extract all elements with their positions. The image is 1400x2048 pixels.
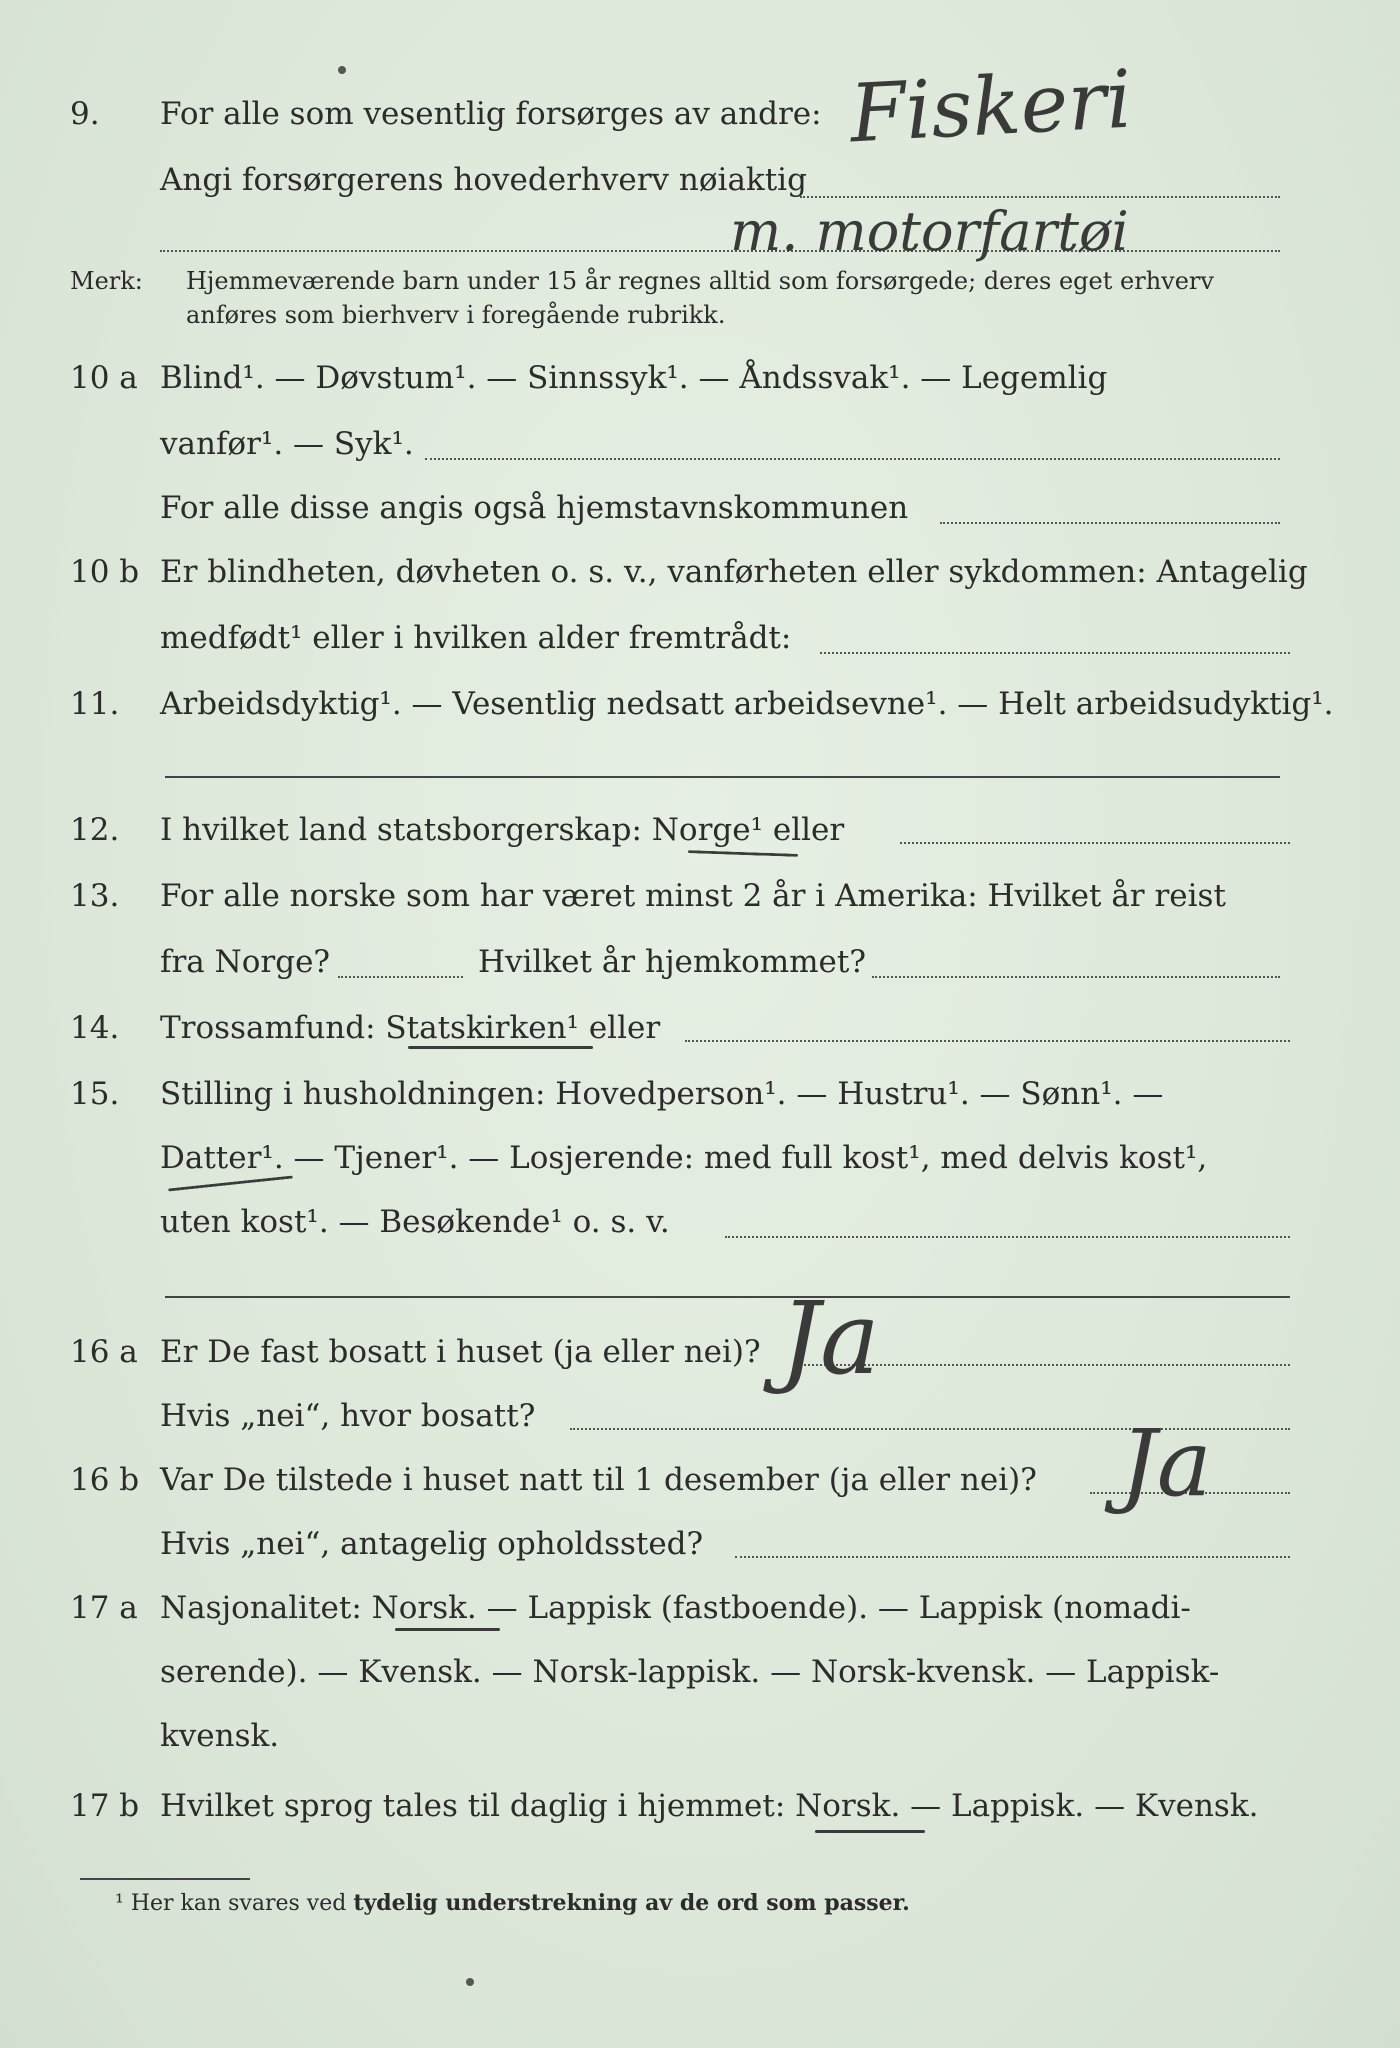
q9-fill-line1 bbox=[800, 196, 1280, 198]
q9-number: 9. bbox=[70, 96, 100, 132]
q10b-text2: medfødt¹ eller i hvilken alder fremtrådt: bbox=[160, 620, 792, 656]
q10b-line1 bbox=[0, 542, 1400, 602]
merk-note bbox=[70, 264, 1310, 298]
q9-text1: For alle som vesentlig forsørges av andre: bbox=[160, 96, 822, 132]
q14-fill-line bbox=[685, 1040, 1290, 1042]
q12-text1: I hvilket land statsborgerskap: Norge¹ eller bbox=[160, 812, 845, 848]
q17a-line2 bbox=[0, 1642, 1400, 1702]
q15-fill-line3 bbox=[725, 1236, 1290, 1238]
footnote-bold-text: tydelig understrekning av de ord som passer. bbox=[353, 1890, 910, 1916]
footnote-text: Her kan svares ved bbox=[130, 1891, 347, 1916]
q15-text3: uten kost¹. — Besøkende¹ o. s. v. bbox=[160, 1204, 670, 1240]
q17b-norsk-underline bbox=[815, 1830, 925, 1833]
q16a-number: 16 a bbox=[70, 1334, 138, 1370]
q16b-line2 bbox=[0, 1514, 1400, 1574]
q14-text1: Trossamfund: Statskirken¹ eller bbox=[160, 1010, 661, 1046]
q10b-text1: Er blindheten, døvheten o. s. v., vanførheten eller sykdommen: Antagelig bbox=[160, 554, 1308, 590]
q17b-line1 bbox=[0, 1776, 1400, 1836]
q9-text2: Angi forsørgerens hovederhverv nøiaktig bbox=[160, 162, 807, 198]
q17b-number: 17 b bbox=[70, 1788, 140, 1824]
q17a-norsk-underline bbox=[395, 1628, 500, 1631]
q11-number: 11. bbox=[70, 686, 120, 722]
q15-answer-rule bbox=[165, 1296, 1290, 1298]
q17a-text1: Nasjonalitet: Norsk. — Lappisk (fastboende). — Lappisk (nomadi- bbox=[160, 1590, 1191, 1626]
q17a-text3: kvensk. bbox=[160, 1718, 280, 1754]
q9-answer1-handwriting: Fiskeri bbox=[847, 52, 1135, 161]
q9-line2 bbox=[0, 150, 1400, 210]
q17a-text2: serende). — Kvensk. — Norsk-lappisk. — Norsk-kvensk. — Lappisk- bbox=[160, 1654, 1220, 1690]
q15-number: 15. bbox=[70, 1076, 120, 1112]
q10a-fill-line2 bbox=[425, 458, 1280, 460]
footnote-rule bbox=[80, 1878, 250, 1880]
q14-number: 14. bbox=[70, 1010, 120, 1046]
q17a-number: 17 a bbox=[70, 1590, 138, 1626]
q12-fill-line bbox=[900, 842, 1290, 844]
q10b-number: 10 b bbox=[70, 554, 140, 590]
footnote-mark: ¹ bbox=[115, 1891, 124, 1916]
q11-text1: Arbeidsdyktig¹. — Vesentlig nedsatt arbeidsevne¹. — Helt arbeidsudyktig¹. bbox=[160, 686, 1334, 722]
q17a-line1 bbox=[0, 1578, 1400, 1638]
q16a-answer-handwriting: Ja bbox=[780, 1280, 880, 1397]
q10a-text3: For alle disse angis også hjemstavnskommunen bbox=[160, 490, 909, 526]
q10a-fill-line3 bbox=[940, 522, 1280, 524]
paper-speck bbox=[338, 66, 346, 74]
merk-label: Merk: bbox=[70, 267, 143, 295]
q17a-line3 bbox=[0, 1706, 1400, 1766]
footnote bbox=[115, 1888, 910, 1919]
q16a-text2: Hvis „nei“, hvor bosatt? bbox=[160, 1398, 536, 1434]
q10b-line2 bbox=[0, 608, 1400, 668]
q11-line1 bbox=[0, 674, 1400, 734]
q15-line1 bbox=[0, 1064, 1400, 1124]
q12-number: 12. bbox=[70, 812, 120, 848]
q13-text2a: fra Norge? bbox=[160, 944, 331, 980]
q13-line1 bbox=[0, 866, 1400, 926]
q13-text1: For alle norske som har været minst 2 år i Amerika: Hvilket år reist bbox=[160, 878, 1226, 914]
q9-line1 bbox=[0, 84, 1400, 144]
q16a-line1 bbox=[0, 1322, 1400, 1382]
q15-text2: Datter¹. — Tjener¹. — Losjerende: med full kost¹, med delvis kost¹, bbox=[160, 1140, 1208, 1176]
q10a-line3 bbox=[0, 478, 1400, 538]
q16b-number: 16 b bbox=[70, 1462, 140, 1498]
q13-fill-hjemkommet bbox=[872, 976, 1280, 978]
q11-answer-rule bbox=[165, 776, 1280, 778]
q13-number: 13. bbox=[70, 878, 120, 914]
q9-answer2-handwriting: m. motorfartøi bbox=[730, 200, 1129, 263]
q16b-text1: Var De tilstede i huset natt til 1 desember (ja eller nei)? bbox=[160, 1462, 1037, 1498]
q14-line1 bbox=[0, 998, 1400, 1058]
q10a-number: 10 a bbox=[70, 360, 138, 396]
q10a-line1 bbox=[0, 348, 1400, 408]
q10a-line2 bbox=[0, 414, 1400, 474]
q15-line2 bbox=[0, 1128, 1400, 1188]
q13-text2b: Hvilket år hjemkommet? bbox=[478, 944, 866, 980]
q16a-text1: Er De fast bosatt i huset (ja eller nei)? bbox=[160, 1334, 761, 1370]
q10b-fill-line2 bbox=[820, 652, 1290, 654]
q15-text1: Stilling i husholdningen: Hovedperson¹. — Hustru¹. — Sønn¹. — bbox=[160, 1076, 1164, 1112]
q13-line2 bbox=[0, 932, 1400, 992]
merk-text1: Hjemmeværende barn under 15 år regnes alltid som forsørgede; deres eget erhverv bbox=[186, 267, 1214, 295]
q16b-fill-line2 bbox=[735, 1556, 1290, 1558]
q10a-text2: vanfør¹. — Syk¹. bbox=[160, 426, 414, 462]
q16b-text2: Hvis „nei“, antagelig opholdssted? bbox=[160, 1526, 704, 1562]
merk-text2: anføres som bierhverv i foregående rubrikk. bbox=[186, 301, 726, 329]
q14-statskirken-underline bbox=[408, 1046, 593, 1049]
paper-speck bbox=[466, 1978, 474, 1986]
q15-line3 bbox=[0, 1192, 1400, 1252]
q13-fill-reist bbox=[338, 976, 463, 978]
q16b-answer-handwriting: Ja bbox=[1120, 1410, 1212, 1517]
q17b-text1: Hvilket sprog tales til daglig i hjemmet: Norsk. — Lappisk. — Kvensk. bbox=[160, 1788, 1259, 1824]
q10a-text1: Blind¹. — Døvstum¹. — Sinnssyk¹. — Åndssvak¹. — Legemlig bbox=[160, 360, 1108, 396]
